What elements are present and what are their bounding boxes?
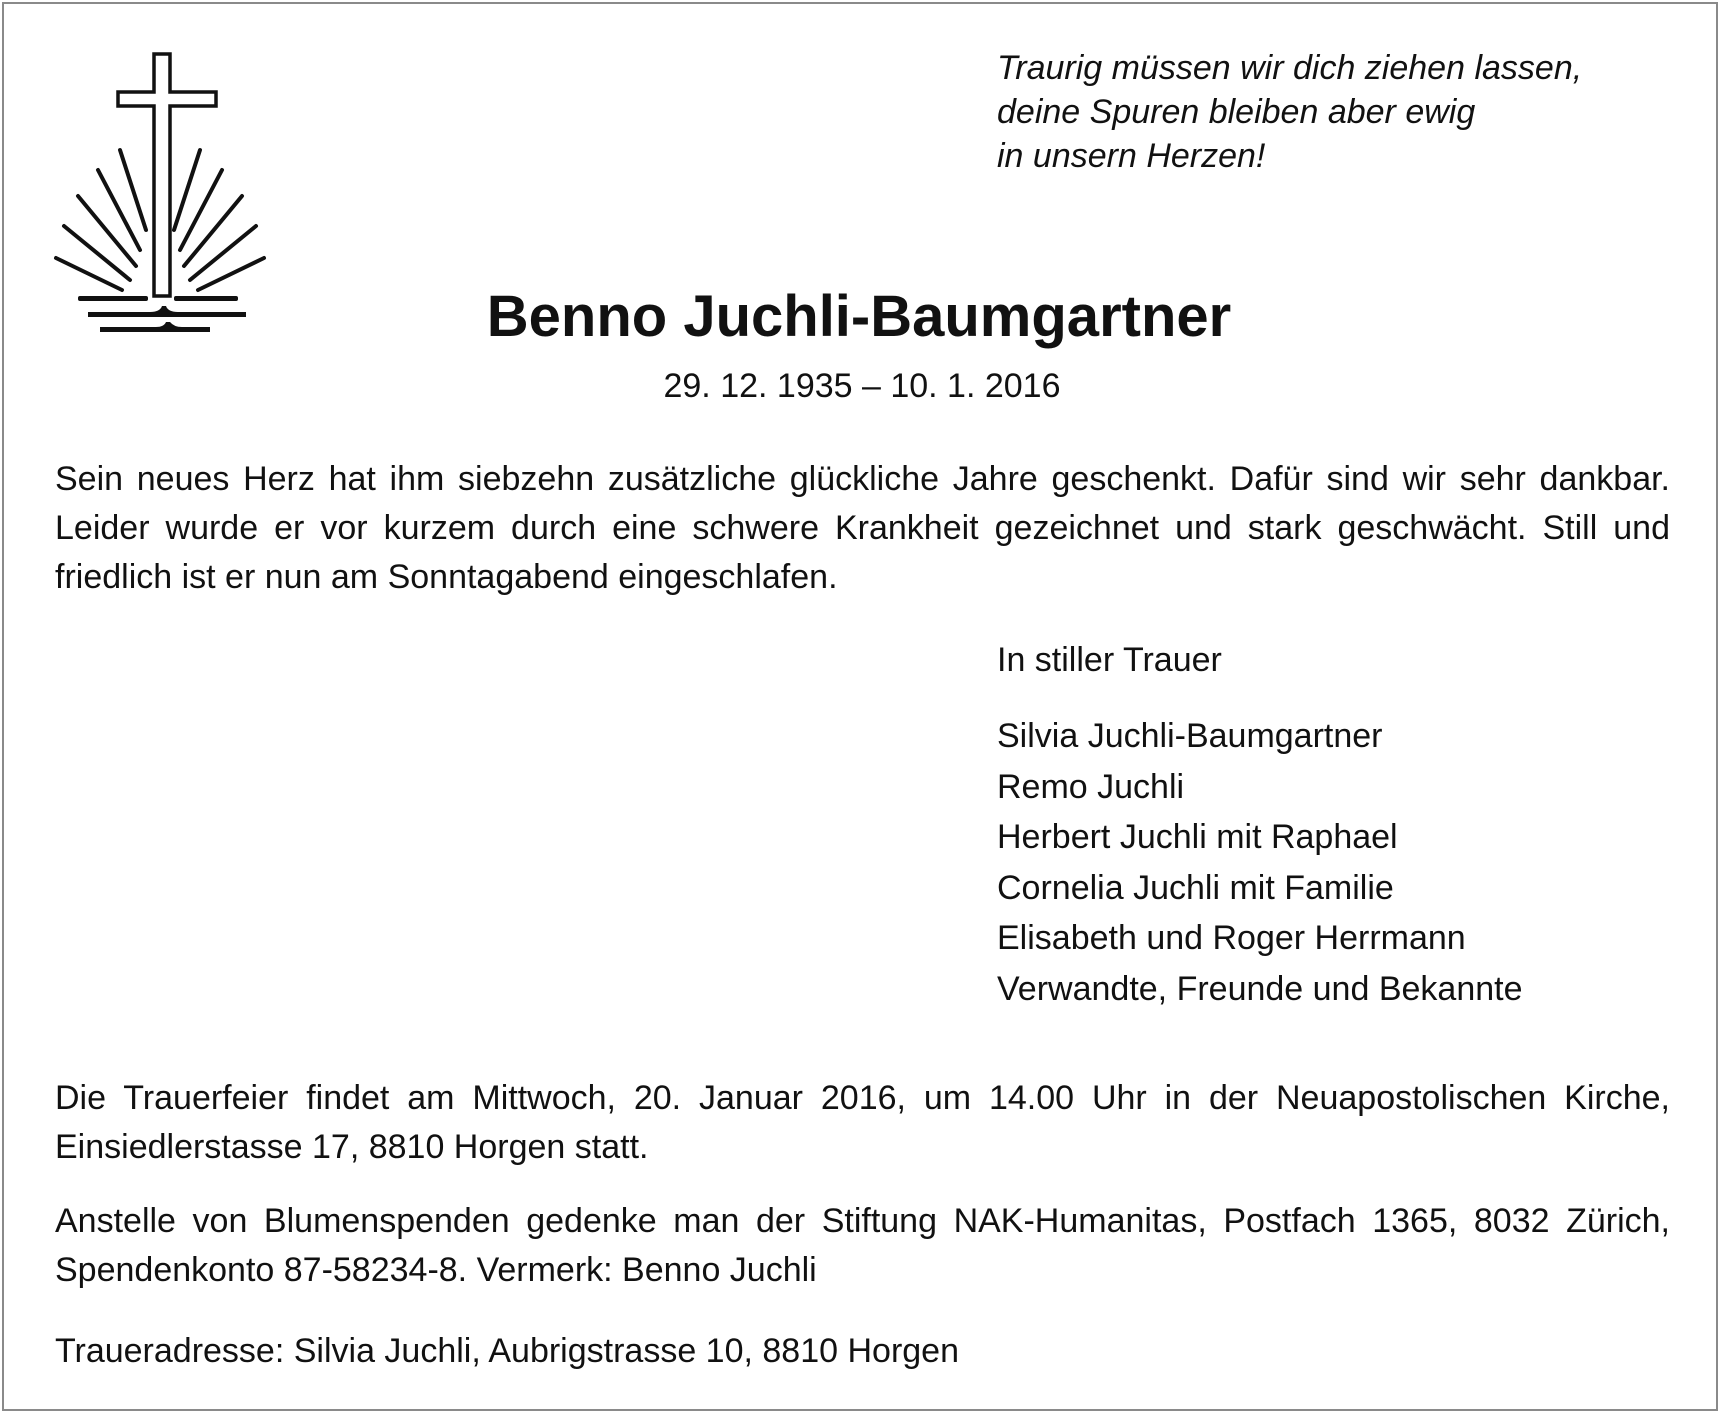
family-member: Cornelia Juchli mit Familie [997, 868, 1394, 907]
life-dates: 29. 12. 1935 – 10. 1. 2016 [663, 367, 1061, 405]
family-member: Verwandte, Freunde und Bekannte [997, 969, 1523, 1008]
family-member: Remo Juchli [997, 767, 1185, 806]
tribute-paragraph: Sein neues Herz hat ihm siebzehn zusätzliche glückliche Jahre geschenkt. Dafür sind wir sehr dankbar. Leider wurde er vor kurzem durch eine schwere Krankheit gezeichnet und stark geschwächt. Still und friedlich ist er nun am Sonntagabend eingeschlafen. [55, 460, 1670, 596]
motto-verse: Traurig müssen wir dich ziehen lassen, deine Spuren bleiben aber ewig in unsern Herzen! [997, 49, 1583, 175]
deceased-name [0, 282, 1724, 352]
family-member: Silvia Juchli-Baumgartner [997, 717, 1383, 755]
family-member: Elisabeth und Roger Herrmann [997, 919, 1466, 957]
deceased-name-text: Benno Juchli-Baumgartner [486, 284, 1232, 349]
family-member: Herbert Juchli mit Raphael [997, 818, 1398, 856]
mourning-address: Traueradresse: Silvia Juchli, Aubrigstrasse 10, 8810 Horgen [55, 1332, 959, 1370]
funeral-notice: Die Trauerfeier findet am Mittwoch, 20. Januar 2016, um 14.00 Uhr in der Neuapostolischen Kirche, Einsiedlerstasse 17, 8810 Horgen statt. [55, 1079, 1670, 1166]
family-list [997, 711, 1523, 1014]
donation-notice: Anstelle von Blumenspenden gedenke man der Stiftung NAK-Humanitas, Postfach 1365, 8032 Zürich, Spendenkonto 87-58234-8. Vermerk: Benno Juchli [55, 1202, 1670, 1289]
mourning-line: In stiller Trauer [997, 641, 1222, 679]
